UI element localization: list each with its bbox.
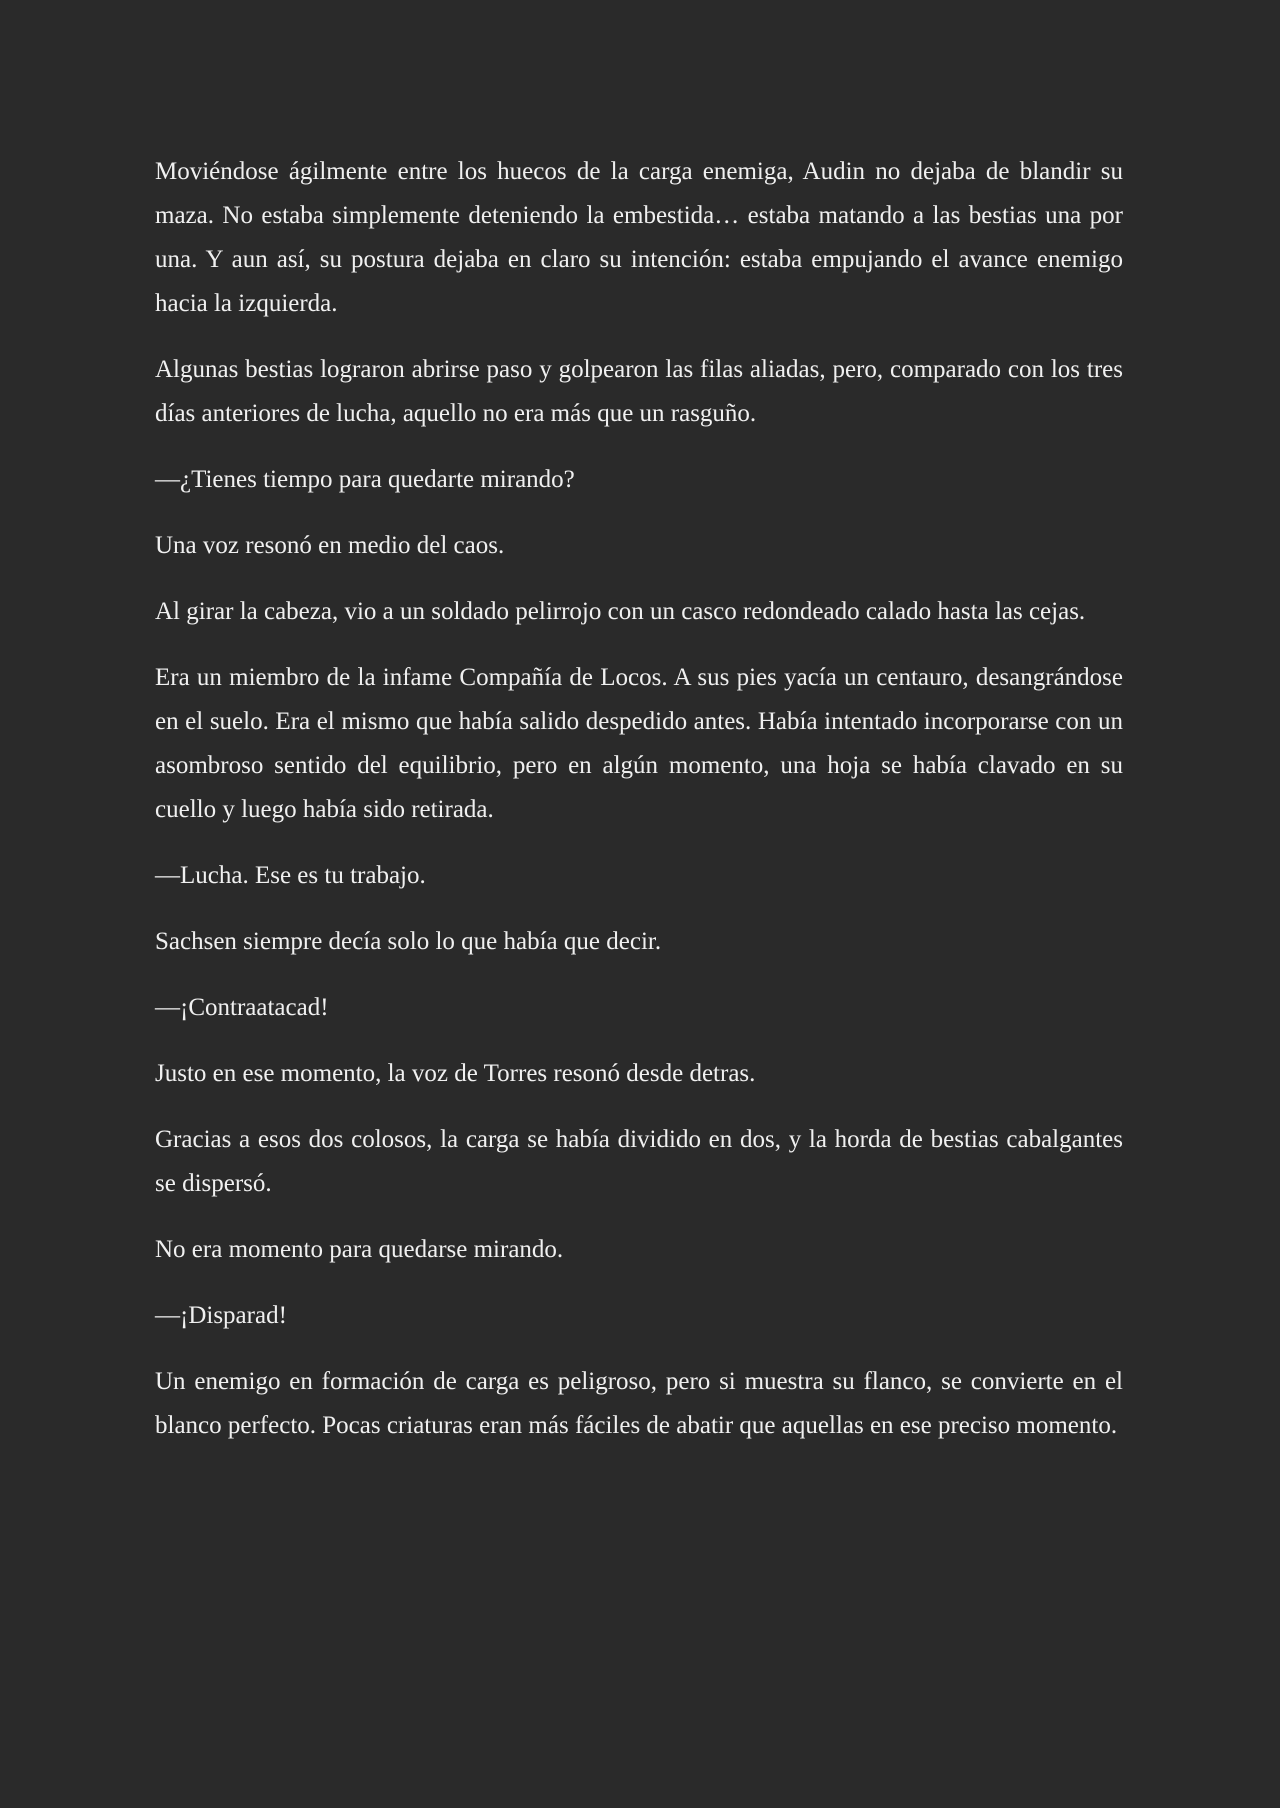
paragraph: Al girar la cabeza, vio a un soldado pelirrojo con un casco redondeado calado hasta las cejas. bbox=[155, 598, 1086, 625]
paragraph: Una voz resonó en medio del caos. bbox=[155, 532, 505, 559]
paragraph: —¡Disparad! bbox=[155, 1302, 287, 1329]
paragraph: Sachsen siempre decía solo lo que había que decir. bbox=[155, 928, 662, 955]
paragraph: Gracias a esos dos colosos, la carga se había dividido en dos, y la horda de bestias cabalgantes se dispersó. bbox=[155, 1126, 1123, 1197]
chapter-text bbox=[155, 150, 1123, 1448]
paragraph: Era un miembro de la infame Compañía de Locos. A sus pies yacía un centauro, desangrándose en el suelo. Era el mismo que había salido despedido antes. Había intentado incorporarse con un asombroso sentido del equilibrio, pero en algún momento, una hoja se había clavado en su cuello y luego había sido retirada. bbox=[155, 664, 1123, 823]
paragraph: Un enemigo en formación de carga es peligroso, pero si muestra su flanco, se convierte en el blanco perfecto. Pocas criaturas eran más fáciles de abatir que aquellas en ese preciso momento. bbox=[155, 1368, 1123, 1439]
paragraph: —Lucha. Ese es tu trabajo. bbox=[155, 862, 426, 889]
paragraph: Moviéndose ágilmente entre los huecos de la carga enemiga, Audin no dejaba de blandir su maza. No estaba simplemente deteniendo la embestida… estaba matando a las bestias una por una. Y aun así, su postura dejaba en claro su intención: estaba empujando el avance enemigo hacia la izquierda. bbox=[155, 158, 1123, 317]
paragraph: —¡Contraatacad! bbox=[155, 994, 329, 1021]
paragraph: Justo en ese momento, la voz de Torres resonó desde detras. bbox=[155, 1060, 756, 1087]
paragraph: Algunas bestias lograron abrirse paso y golpearon las filas aliadas, pero, comparado con los tres días anteriores de lucha, aquello no era más que un rasguño. bbox=[155, 356, 1123, 427]
paragraph: —¿Tienes tiempo para quedarte mirando? bbox=[155, 466, 575, 493]
paragraph: No era momento para quedarse mirando. bbox=[155, 1236, 564, 1263]
